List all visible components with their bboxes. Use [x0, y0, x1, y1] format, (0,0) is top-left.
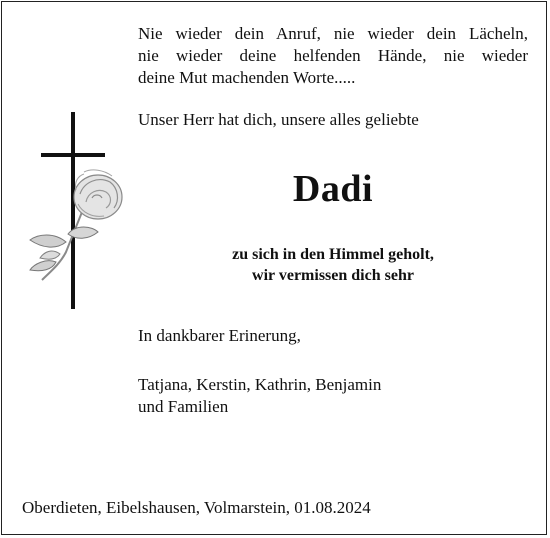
place-date: Oberdieten, Eibelshausen, Volmarstein, 01.08.2024: [22, 498, 371, 517]
heaven-text: [138, 244, 528, 286]
family-line: und Familien: [138, 397, 229, 416]
notice-frame: [1, 1, 547, 535]
intro-line: Nie wieder dein Anruf, nie wieder dein Lächeln,: [138, 24, 528, 43]
cross-icon: [26, 112, 126, 312]
heaven-line: zu sich in den Himmel geholt,: [232, 246, 434, 263]
rose-icon: [30, 170, 122, 280]
deceased-name: Dadi: [292, 168, 374, 210]
family-names: [138, 374, 381, 418]
family-line: Tatjana, Kerstin, Kathrin, Benjamin: [138, 375, 382, 394]
intro-verse: [138, 23, 528, 89]
intro-line: deine Mut machenden Worte.....: [138, 68, 356, 87]
intro-line: nie wieder deine helfenden Hände, nie wieder: [138, 46, 528, 65]
thanks-line: In dankbarer Erinerung,: [138, 326, 301, 345]
lead-line: Unser Herr hat dich, unsere alles geliebte: [138, 110, 419, 129]
heaven-line: wir vermissen dich sehr: [252, 267, 414, 284]
